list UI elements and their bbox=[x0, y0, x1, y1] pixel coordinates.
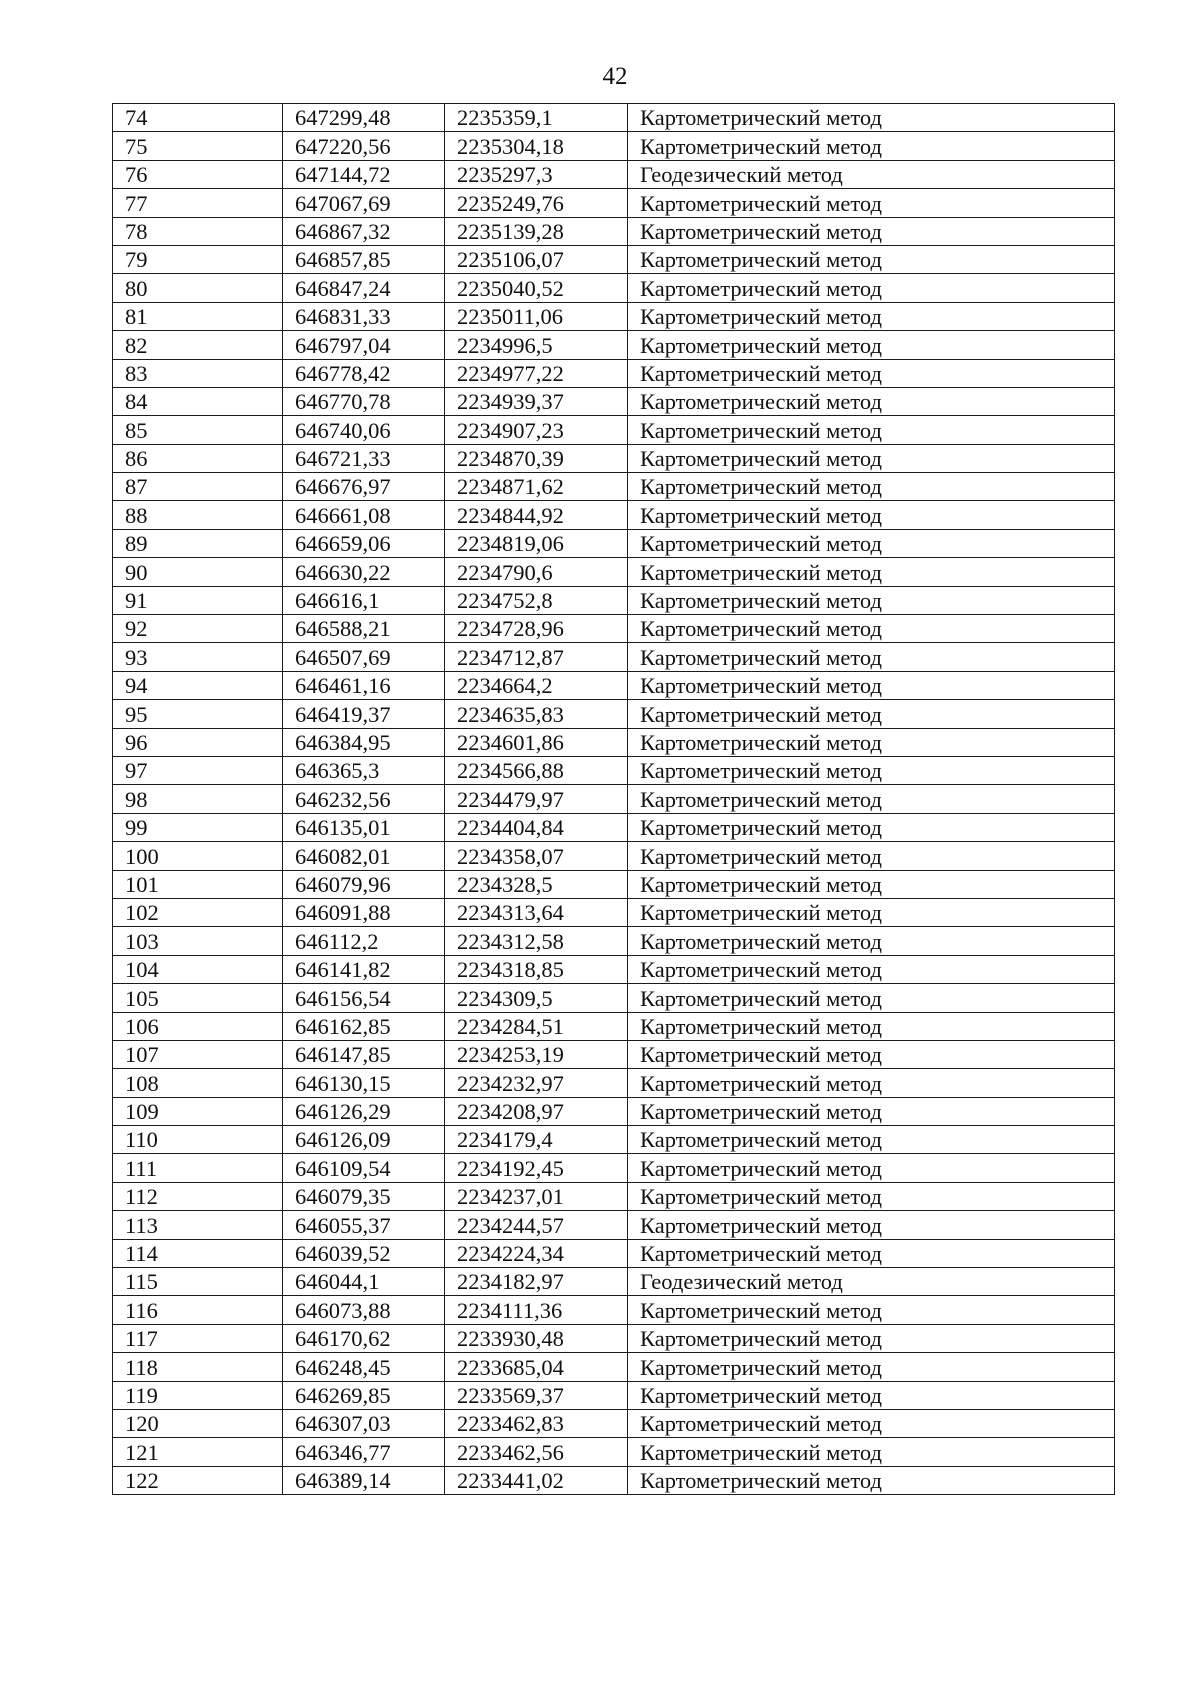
x-coordinate-cell: 646346,77 bbox=[283, 1438, 445, 1466]
method-cell: Картометрический метод bbox=[628, 643, 1115, 671]
point-number-cell: 96 bbox=[113, 728, 283, 756]
point-number-cell: 105 bbox=[113, 984, 283, 1012]
y-coordinate-cell: 2234870,39 bbox=[445, 444, 628, 472]
y-coordinate-cell: 2234819,06 bbox=[445, 529, 628, 557]
y-coordinate-cell: 2234404,84 bbox=[445, 813, 628, 841]
table-row bbox=[113, 728, 1115, 756]
y-coordinate-cell: 2234224,34 bbox=[445, 1239, 628, 1267]
table-row bbox=[113, 1381, 1115, 1409]
x-coordinate-cell: 646857,85 bbox=[283, 245, 445, 273]
y-coordinate-cell: 2234244,57 bbox=[445, 1211, 628, 1239]
y-coordinate-cell: 2234712,87 bbox=[445, 643, 628, 671]
point-number-cell: 116 bbox=[113, 1296, 283, 1324]
table-row bbox=[113, 302, 1115, 330]
table-row bbox=[113, 1409, 1115, 1437]
y-coordinate-cell: 2234358,07 bbox=[445, 842, 628, 870]
point-number-cell: 77 bbox=[113, 189, 283, 217]
point-number-cell: 83 bbox=[113, 359, 283, 387]
table-row bbox=[113, 984, 1115, 1012]
point-number-cell: 108 bbox=[113, 1069, 283, 1097]
y-coordinate-cell: 2234253,19 bbox=[445, 1040, 628, 1068]
y-coordinate-cell: 2233685,04 bbox=[445, 1353, 628, 1381]
method-cell: Картометрический метод bbox=[628, 558, 1115, 586]
y-coordinate-cell: 2234601,86 bbox=[445, 728, 628, 756]
x-coordinate-cell: 646778,42 bbox=[283, 359, 445, 387]
method-cell: Картометрический метод bbox=[628, 104, 1115, 132]
point-number-cell: 92 bbox=[113, 615, 283, 643]
point-number-cell: 100 bbox=[113, 842, 283, 870]
y-coordinate-cell: 2234566,88 bbox=[445, 756, 628, 784]
y-coordinate-cell: 2234752,8 bbox=[445, 586, 628, 614]
table-row bbox=[113, 359, 1115, 387]
point-number-cell: 122 bbox=[113, 1466, 283, 1494]
point-number-cell: 80 bbox=[113, 274, 283, 302]
method-cell: Картометрический метод bbox=[628, 132, 1115, 160]
point-number-cell: 111 bbox=[113, 1154, 283, 1182]
method-cell: Картометрический метод bbox=[628, 274, 1115, 302]
table-row bbox=[113, 1126, 1115, 1154]
method-cell: Картометрический метод bbox=[628, 189, 1115, 217]
x-coordinate-cell: 646676,97 bbox=[283, 473, 445, 501]
x-coordinate-cell: 646091,88 bbox=[283, 898, 445, 926]
point-number-cell: 115 bbox=[113, 1268, 283, 1296]
method-cell: Картометрический метод bbox=[628, 302, 1115, 330]
y-coordinate-cell: 2234318,85 bbox=[445, 955, 628, 983]
method-cell: Картометрический метод bbox=[628, 1097, 1115, 1125]
x-coordinate-cell: 646135,01 bbox=[283, 813, 445, 841]
table-row bbox=[113, 274, 1115, 302]
point-number-cell: 112 bbox=[113, 1182, 283, 1210]
method-cell: Картометрический метод bbox=[628, 671, 1115, 699]
point-number-cell: 82 bbox=[113, 331, 283, 359]
y-coordinate-cell: 2234479,97 bbox=[445, 785, 628, 813]
x-coordinate-cell: 646770,78 bbox=[283, 387, 445, 415]
x-coordinate-cell: 646141,82 bbox=[283, 955, 445, 983]
y-coordinate-cell: 2235304,18 bbox=[445, 132, 628, 160]
method-cell: Картометрический метод bbox=[628, 473, 1115, 501]
table-row bbox=[113, 1012, 1115, 1040]
point-number-cell: 114 bbox=[113, 1239, 283, 1267]
method-cell: Картометрический метод bbox=[628, 1324, 1115, 1352]
point-number-cell: 76 bbox=[113, 160, 283, 188]
table-row bbox=[113, 529, 1115, 557]
y-coordinate-cell: 2234939,37 bbox=[445, 387, 628, 415]
page-number: 42 bbox=[602, 63, 628, 90]
point-number-cell: 91 bbox=[113, 586, 283, 614]
method-cell: Геодезический метод bbox=[628, 1268, 1115, 1296]
table-row bbox=[113, 217, 1115, 245]
table-row bbox=[113, 416, 1115, 444]
y-coordinate-cell: 2235040,52 bbox=[445, 274, 628, 302]
y-coordinate-cell: 2235249,76 bbox=[445, 189, 628, 217]
x-coordinate-cell: 646507,69 bbox=[283, 643, 445, 671]
method-cell: Картометрический метод bbox=[628, 1409, 1115, 1437]
point-number-cell: 75 bbox=[113, 132, 283, 160]
table-row bbox=[113, 1239, 1115, 1267]
y-coordinate-cell: 2235139,28 bbox=[445, 217, 628, 245]
point-number-cell: 117 bbox=[113, 1324, 283, 1352]
y-coordinate-cell: 2233569,37 bbox=[445, 1381, 628, 1409]
method-cell: Картометрический метод bbox=[628, 1353, 1115, 1381]
method-cell: Картометрический метод bbox=[628, 529, 1115, 557]
y-coordinate-cell: 2235106,07 bbox=[445, 245, 628, 273]
x-coordinate-cell: 646616,1 bbox=[283, 586, 445, 614]
point-number-cell: 85 bbox=[113, 416, 283, 444]
table-row bbox=[113, 501, 1115, 529]
x-coordinate-cell: 646659,06 bbox=[283, 529, 445, 557]
point-number-cell: 79 bbox=[113, 245, 283, 273]
x-coordinate-cell: 646109,54 bbox=[283, 1154, 445, 1182]
method-cell: Геодезический метод bbox=[628, 160, 1115, 188]
point-number-cell: 89 bbox=[113, 529, 283, 557]
table-row bbox=[113, 643, 1115, 671]
method-cell: Картометрический метод bbox=[628, 444, 1115, 472]
y-coordinate-cell: 2233462,83 bbox=[445, 1409, 628, 1437]
point-number-cell: 84 bbox=[113, 387, 283, 415]
method-cell: Картометрический метод bbox=[628, 1012, 1115, 1040]
point-number-cell: 94 bbox=[113, 671, 283, 699]
x-coordinate-cell: 647067,69 bbox=[283, 189, 445, 217]
method-cell: Картометрический метод bbox=[628, 1040, 1115, 1068]
table-row bbox=[113, 842, 1115, 870]
table-row bbox=[113, 1296, 1115, 1324]
x-coordinate-cell: 647220,56 bbox=[283, 132, 445, 160]
y-coordinate-cell: 2234664,2 bbox=[445, 671, 628, 699]
method-cell: Картометрический метод bbox=[628, 331, 1115, 359]
table-row bbox=[113, 444, 1115, 472]
point-number-cell: 74 bbox=[113, 104, 283, 132]
x-coordinate-cell: 647299,48 bbox=[283, 104, 445, 132]
point-number-cell: 99 bbox=[113, 813, 283, 841]
x-coordinate-cell: 646079,35 bbox=[283, 1182, 445, 1210]
method-cell: Картометрический метод bbox=[628, 1296, 1115, 1324]
method-cell: Картометрический метод bbox=[628, 217, 1115, 245]
point-number-cell: 102 bbox=[113, 898, 283, 926]
x-coordinate-cell: 646721,33 bbox=[283, 444, 445, 472]
method-cell: Картометрический метод bbox=[628, 728, 1115, 756]
x-coordinate-cell: 646044,1 bbox=[283, 1268, 445, 1296]
method-cell: Картометрический метод bbox=[628, 1211, 1115, 1239]
x-coordinate-cell: 646307,03 bbox=[283, 1409, 445, 1437]
x-coordinate-cell: 646126,09 bbox=[283, 1126, 445, 1154]
table-row bbox=[113, 558, 1115, 586]
table-row bbox=[113, 700, 1115, 728]
point-number-cell: 109 bbox=[113, 1097, 283, 1125]
table-row bbox=[113, 927, 1115, 955]
table-row bbox=[113, 1324, 1115, 1352]
point-number-cell: 110 bbox=[113, 1126, 283, 1154]
x-coordinate-cell: 646365,3 bbox=[283, 756, 445, 784]
x-coordinate-cell: 646867,32 bbox=[283, 217, 445, 245]
y-coordinate-cell: 2234237,01 bbox=[445, 1182, 628, 1210]
method-cell: Картометрический метод bbox=[628, 1069, 1115, 1097]
method-cell: Картометрический метод bbox=[628, 387, 1115, 415]
x-coordinate-cell: 646740,06 bbox=[283, 416, 445, 444]
table-row bbox=[113, 1268, 1115, 1296]
x-coordinate-cell: 646126,29 bbox=[283, 1097, 445, 1125]
method-cell: Картометрический метод bbox=[628, 813, 1115, 841]
x-coordinate-cell: 646389,14 bbox=[283, 1466, 445, 1494]
table-row bbox=[113, 1040, 1115, 1068]
y-coordinate-cell: 2234111,36 bbox=[445, 1296, 628, 1324]
table-row bbox=[113, 331, 1115, 359]
table-row bbox=[113, 955, 1115, 983]
table-row bbox=[113, 870, 1115, 898]
method-cell: Картометрический метод bbox=[628, 586, 1115, 614]
y-coordinate-cell: 2233441,02 bbox=[445, 1466, 628, 1494]
table-row bbox=[113, 813, 1115, 841]
table-row bbox=[113, 785, 1115, 813]
point-number-cell: 78 bbox=[113, 217, 283, 245]
x-coordinate-cell: 646232,56 bbox=[283, 785, 445, 813]
point-number-cell: 93 bbox=[113, 643, 283, 671]
point-number-cell: 95 bbox=[113, 700, 283, 728]
y-coordinate-cell: 2234728,96 bbox=[445, 615, 628, 643]
point-number-cell: 106 bbox=[113, 1012, 283, 1040]
x-coordinate-cell: 646248,45 bbox=[283, 1353, 445, 1381]
y-coordinate-cell: 2234844,92 bbox=[445, 501, 628, 529]
y-coordinate-cell: 2235359,1 bbox=[445, 104, 628, 132]
y-coordinate-cell: 2234977,22 bbox=[445, 359, 628, 387]
coordinates-table-body bbox=[113, 104, 1115, 1495]
method-cell: Картометрический метод bbox=[628, 416, 1115, 444]
x-coordinate-cell: 646079,96 bbox=[283, 870, 445, 898]
point-number-cell: 98 bbox=[113, 785, 283, 813]
y-coordinate-cell: 2234871,62 bbox=[445, 473, 628, 501]
x-coordinate-cell: 646082,01 bbox=[283, 842, 445, 870]
point-number-cell: 81 bbox=[113, 302, 283, 330]
point-number-cell: 101 bbox=[113, 870, 283, 898]
table-row bbox=[113, 1182, 1115, 1210]
x-coordinate-cell: 646073,88 bbox=[283, 1296, 445, 1324]
method-cell: Картометрический метод bbox=[628, 501, 1115, 529]
x-coordinate-cell: 646130,15 bbox=[283, 1069, 445, 1097]
table-row bbox=[113, 104, 1115, 132]
x-coordinate-cell: 646162,85 bbox=[283, 1012, 445, 1040]
y-coordinate-cell: 2234312,58 bbox=[445, 927, 628, 955]
method-cell: Картометрический метод bbox=[628, 1466, 1115, 1494]
x-coordinate-cell: 646661,08 bbox=[283, 501, 445, 529]
table-row bbox=[113, 387, 1115, 415]
point-number-cell: 90 bbox=[113, 558, 283, 586]
y-coordinate-cell: 2234284,51 bbox=[445, 1012, 628, 1040]
y-coordinate-cell: 2233930,48 bbox=[445, 1324, 628, 1352]
table-row bbox=[113, 1353, 1115, 1381]
method-cell: Картометрический метод bbox=[628, 1381, 1115, 1409]
y-coordinate-cell: 2235297,3 bbox=[445, 160, 628, 188]
table-row bbox=[113, 586, 1115, 614]
method-cell: Картометрический метод bbox=[628, 870, 1115, 898]
point-number-cell: 119 bbox=[113, 1381, 283, 1409]
method-cell: Картометрический метод bbox=[628, 898, 1115, 926]
table-row bbox=[113, 671, 1115, 699]
x-coordinate-cell: 646269,85 bbox=[283, 1381, 445, 1409]
method-cell: Картометрический метод bbox=[628, 245, 1115, 273]
method-cell: Картометрический метод bbox=[628, 1154, 1115, 1182]
x-coordinate-cell: 646112,2 bbox=[283, 927, 445, 955]
x-coordinate-cell: 646039,52 bbox=[283, 1239, 445, 1267]
x-coordinate-cell: 646630,22 bbox=[283, 558, 445, 586]
x-coordinate-cell: 646847,24 bbox=[283, 274, 445, 302]
point-number-cell: 113 bbox=[113, 1211, 283, 1239]
x-coordinate-cell: 646588,21 bbox=[283, 615, 445, 643]
method-cell: Картометрический метод bbox=[628, 359, 1115, 387]
method-cell: Картометрический метод bbox=[628, 615, 1115, 643]
point-number-cell: 104 bbox=[113, 955, 283, 983]
x-coordinate-cell: 646384,95 bbox=[283, 728, 445, 756]
y-coordinate-cell: 2234328,5 bbox=[445, 870, 628, 898]
method-cell: Картометрический метод bbox=[628, 984, 1115, 1012]
table-row bbox=[113, 1069, 1115, 1097]
table-row bbox=[113, 898, 1115, 926]
point-number-cell: 118 bbox=[113, 1353, 283, 1381]
point-number-cell: 86 bbox=[113, 444, 283, 472]
table-row bbox=[113, 1154, 1115, 1182]
point-number-cell: 120 bbox=[113, 1409, 283, 1437]
x-coordinate-cell: 647144,72 bbox=[283, 160, 445, 188]
y-coordinate-cell: 2234208,97 bbox=[445, 1097, 628, 1125]
method-cell: Картометрический метод bbox=[628, 785, 1115, 813]
point-number-cell: 87 bbox=[113, 473, 283, 501]
table-row bbox=[113, 473, 1115, 501]
x-coordinate-cell: 646156,54 bbox=[283, 984, 445, 1012]
y-coordinate-cell: 2233462,56 bbox=[445, 1438, 628, 1466]
table-row bbox=[113, 1097, 1115, 1125]
method-cell: Картометрический метод bbox=[628, 842, 1115, 870]
method-cell: Картометрический метод bbox=[628, 1239, 1115, 1267]
x-coordinate-cell: 646797,04 bbox=[283, 331, 445, 359]
y-coordinate-cell: 2234309,5 bbox=[445, 984, 628, 1012]
table-row bbox=[113, 189, 1115, 217]
point-number-cell: 97 bbox=[113, 756, 283, 784]
table-row bbox=[113, 1211, 1115, 1239]
x-coordinate-cell: 646147,85 bbox=[283, 1040, 445, 1068]
y-coordinate-cell: 2234182,97 bbox=[445, 1268, 628, 1296]
y-coordinate-cell: 2234635,83 bbox=[445, 700, 628, 728]
x-coordinate-cell: 646461,16 bbox=[283, 671, 445, 699]
y-coordinate-cell: 2235011,06 bbox=[445, 302, 628, 330]
method-cell: Картометрический метод bbox=[628, 756, 1115, 784]
point-number-cell: 88 bbox=[113, 501, 283, 529]
y-coordinate-cell: 2234313,64 bbox=[445, 898, 628, 926]
x-coordinate-cell: 646831,33 bbox=[283, 302, 445, 330]
y-coordinate-cell: 2234179,4 bbox=[445, 1126, 628, 1154]
method-cell: Картометрический метод bbox=[628, 1438, 1115, 1466]
x-coordinate-cell: 646170,62 bbox=[283, 1324, 445, 1352]
coordinates-table bbox=[112, 103, 1115, 1495]
x-coordinate-cell: 646419,37 bbox=[283, 700, 445, 728]
point-number-cell: 103 bbox=[113, 927, 283, 955]
y-coordinate-cell: 2234907,23 bbox=[445, 416, 628, 444]
table-row bbox=[113, 1466, 1115, 1494]
method-cell: Картометрический метод bbox=[628, 927, 1115, 955]
y-coordinate-cell: 2234996,5 bbox=[445, 331, 628, 359]
method-cell: Картометрический метод bbox=[628, 1182, 1115, 1210]
y-coordinate-cell: 2234232,97 bbox=[445, 1069, 628, 1097]
method-cell: Картометрический метод bbox=[628, 955, 1115, 983]
table-row bbox=[113, 245, 1115, 273]
y-coordinate-cell: 2234192,45 bbox=[445, 1154, 628, 1182]
method-cell: Картометрический метод bbox=[628, 700, 1115, 728]
y-coordinate-cell: 2234790,6 bbox=[445, 558, 628, 586]
table-row bbox=[113, 1438, 1115, 1466]
table-row bbox=[113, 756, 1115, 784]
table-row bbox=[113, 132, 1115, 160]
point-number-cell: 121 bbox=[113, 1438, 283, 1466]
point-number-cell: 107 bbox=[113, 1040, 283, 1068]
table-row bbox=[113, 160, 1115, 188]
table-row bbox=[113, 615, 1115, 643]
method-cell: Картометрический метод bbox=[628, 1126, 1115, 1154]
x-coordinate-cell: 646055,37 bbox=[283, 1211, 445, 1239]
